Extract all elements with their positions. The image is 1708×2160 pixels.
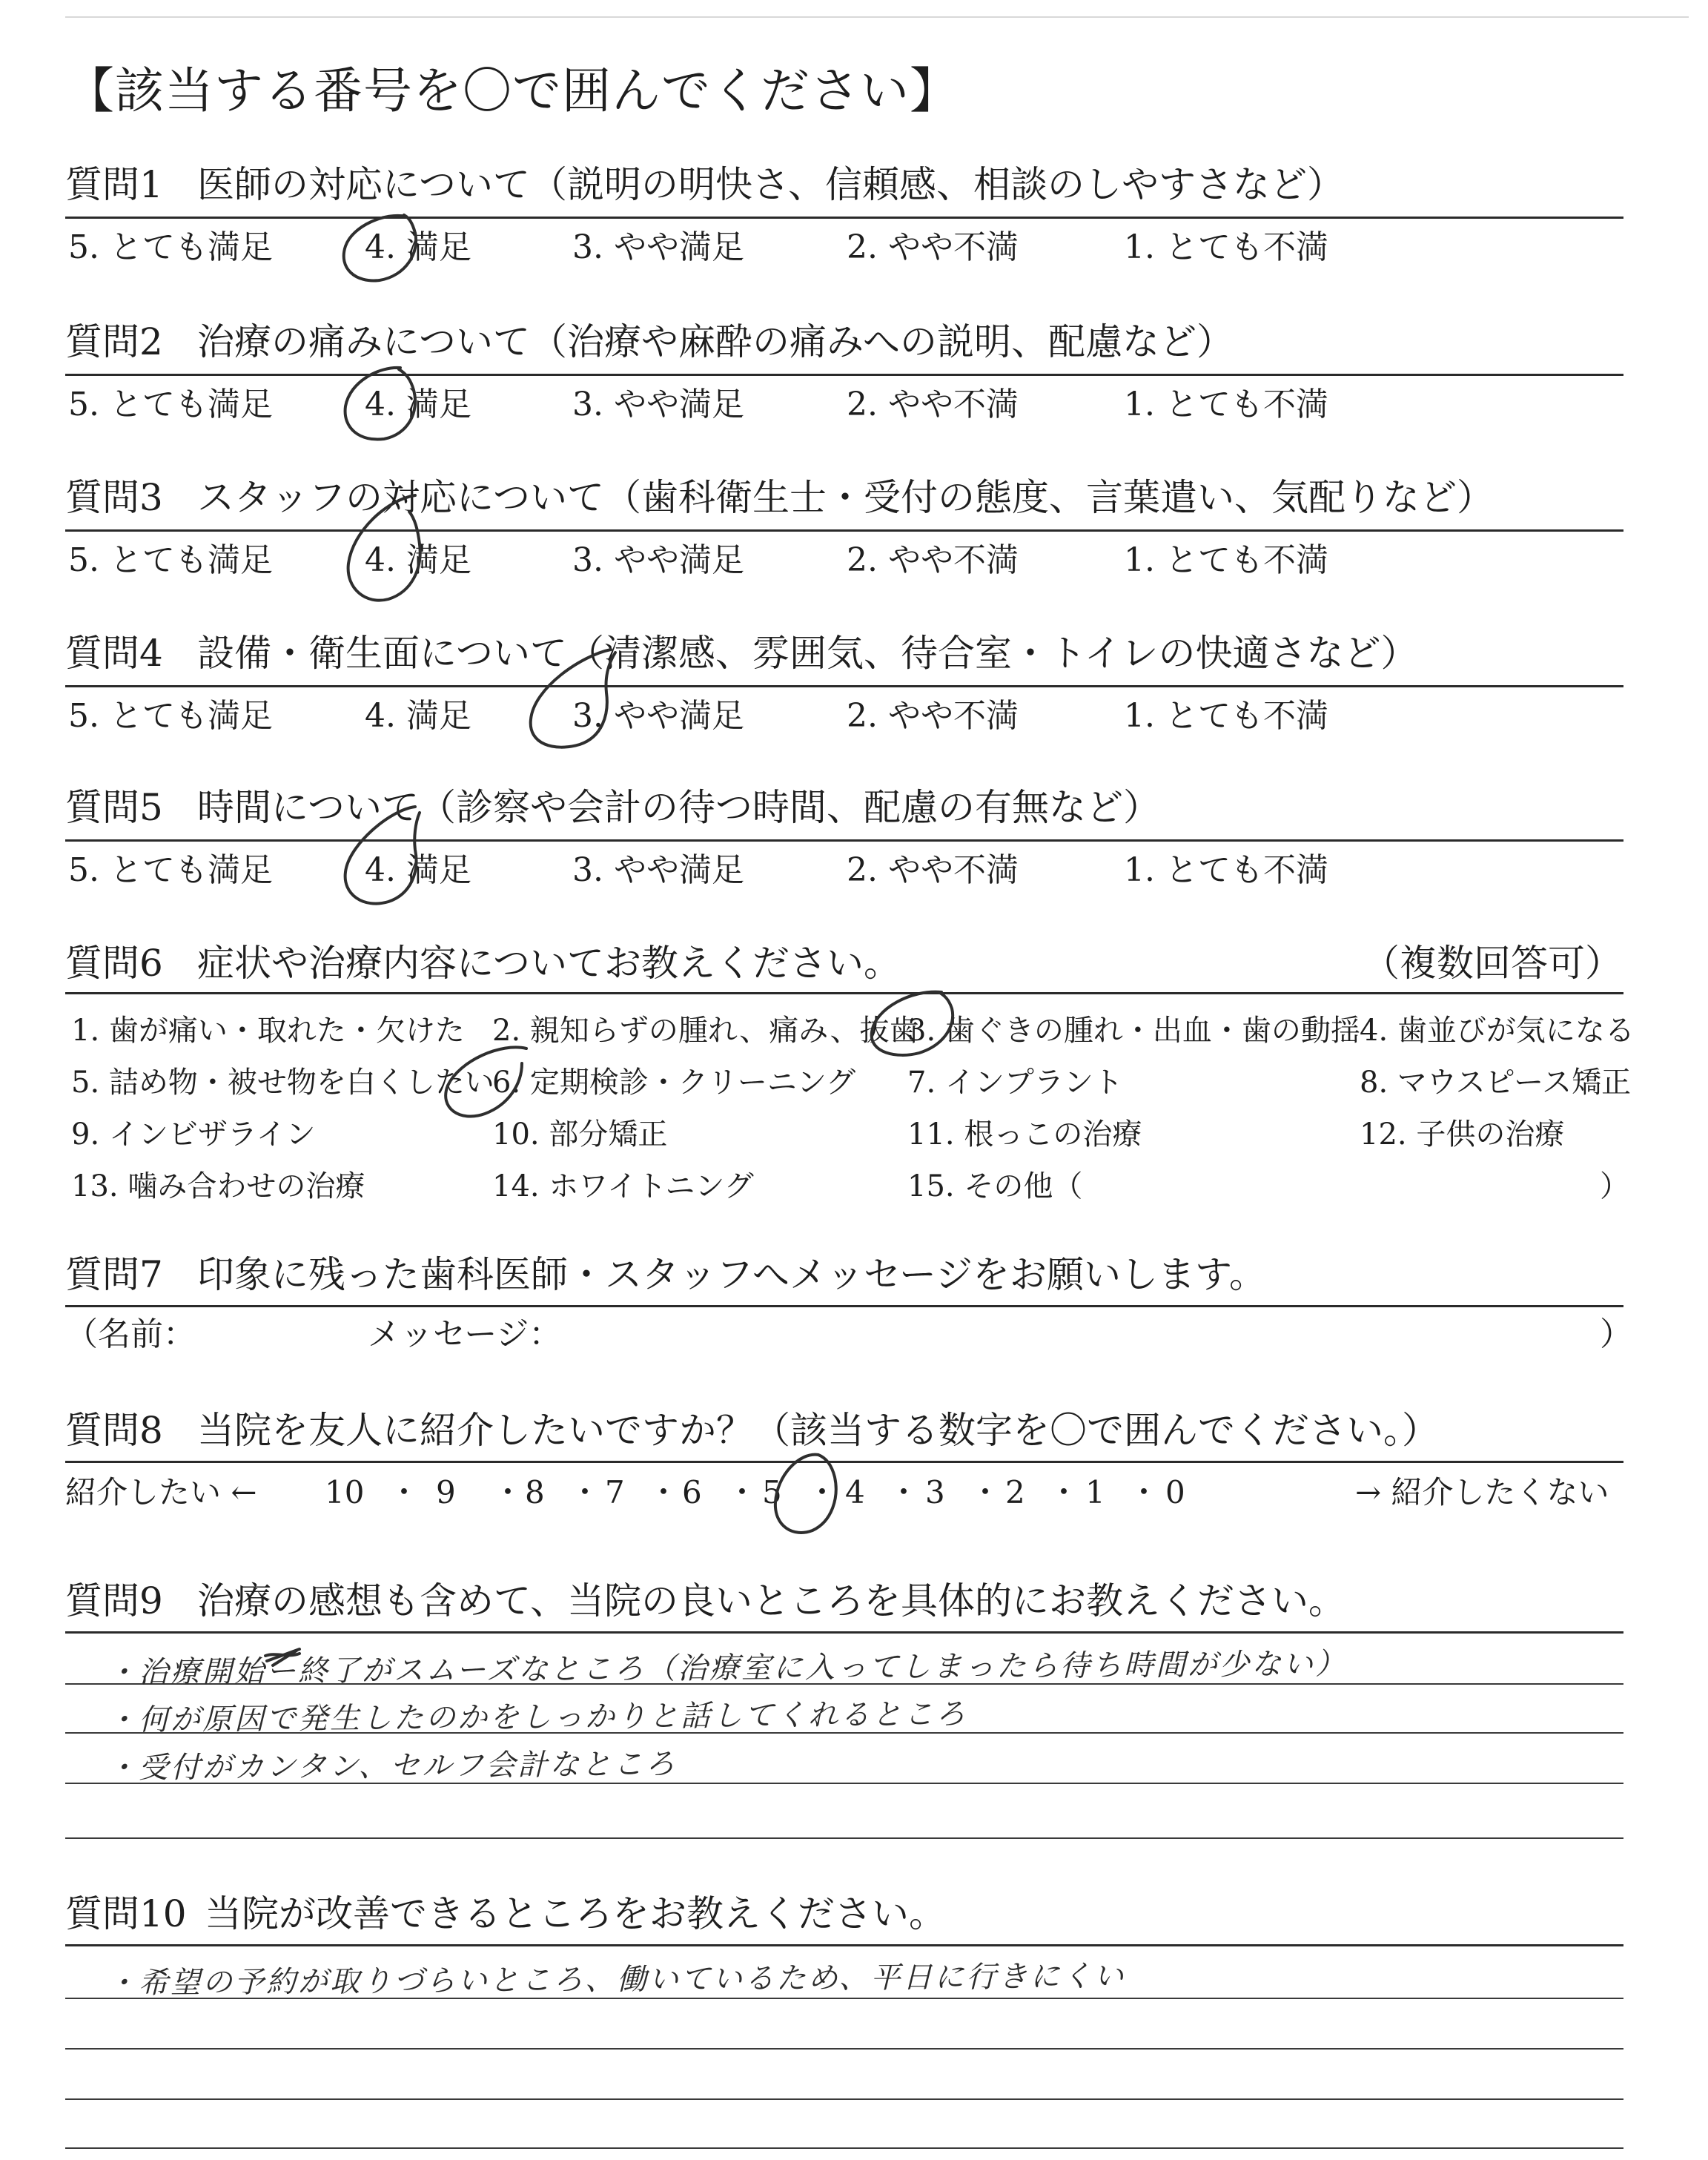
question-5-option-4[interactable]: 4. 満足	[365, 851, 471, 889]
question-1-rule	[65, 217, 1623, 219]
question-10	[65, 1892, 1623, 2147]
question-2-option-1[interactable]: 1. とても不満	[1124, 386, 1328, 423]
question-3-title	[65, 476, 1494, 519]
q6-option-12[interactable]: 12. 子供の治療	[1360, 1117, 1565, 1152]
question-3-number: 質問3	[65, 476, 163, 519]
question-10-rule	[65, 1944, 1623, 1946]
q6-option-5[interactable]: 5. 詰め物・被せ物を白くしたい	[71, 1066, 494, 1100]
question-7-rule	[65, 1305, 1623, 1307]
question-9-answer-line	[65, 1837, 1623, 1839]
question-10-answer-line	[65, 2048, 1623, 2050]
q6-option-8[interactable]: 8. マウスピース矯正	[1360, 1066, 1632, 1100]
question-2-number: 質問2	[65, 320, 163, 363]
q8-dot: ・	[388, 1474, 420, 1510]
question-6-rule	[65, 992, 1623, 994]
question-1-option-2[interactable]: 2. やや不満	[847, 228, 1019, 266]
question-2-title	[65, 320, 1234, 363]
q6-option-4[interactable]: 4. 歯並びが気になる	[1360, 1014, 1635, 1048]
q7-close-paren: ）	[1600, 1315, 1632, 1353]
question-4-option-4[interactable]: 4. 満足	[365, 697, 471, 735]
question-3-rule	[65, 529, 1623, 532]
q8-number-3[interactable]: 3	[925, 1474, 945, 1510]
question-6-number: 質問6	[65, 942, 163, 985]
q6-option-11[interactable]: 11. 根っこの治療	[907, 1117, 1142, 1152]
question-2-scale	[65, 386, 1623, 426]
q8-number-0[interactable]: 0	[1165, 1474, 1185, 1510]
question-3-option-2[interactable]: 2. やや不満	[847, 541, 1019, 579]
q8-number-8[interactable]: 8	[525, 1474, 545, 1510]
question-4-option-5[interactable]: 5. とても満足	[68, 697, 273, 735]
question-9-number: 質問9	[65, 1579, 163, 1622]
question-8-title	[65, 1409, 1439, 1452]
question-10-title	[65, 1892, 946, 1935]
q8-right-label: → 紹介したくない	[1355, 1474, 1609, 1510]
question-5-text: 時間について（診察や会計の待つ時間、配慮の有無など）	[197, 786, 1160, 829]
q6-option-15[interactable]: 15. その他（	[907, 1169, 1083, 1203]
q9-answer-2: ・何が原因で発生したのかをしっかりと話してくれるところ	[106, 1697, 968, 1738]
question-2-option-3[interactable]: 3. やや満足	[572, 386, 744, 423]
q6-option-13[interactable]: 13. 噛み合わせの治療	[71, 1169, 365, 1203]
q8-number-2[interactable]: 2	[1005, 1474, 1025, 1510]
q6-option-2[interactable]: 2. 親知らずの腫れ、痛み、抜歯	[492, 1014, 919, 1048]
question-7-number: 質問7	[65, 1253, 163, 1296]
question-2-option-5[interactable]: 5. とても満足	[68, 386, 273, 423]
page-header: 【該当する番号を〇で囲んでください】	[65, 62, 959, 119]
question-7-text: 印象に残った歯科医師・スタッフへメッセージをお願いします。	[197, 1253, 1266, 1296]
question-4-scale	[65, 697, 1623, 737]
question-5-option-3[interactable]: 3. やや満足	[572, 851, 744, 889]
question-6-title	[65, 942, 1623, 985]
question-4-option-1[interactable]: 1. とても不満	[1124, 697, 1328, 735]
q8-dot: ・	[888, 1474, 920, 1510]
question-1-option-4[interactable]: 4. 満足	[365, 228, 471, 266]
question-4-option-3[interactable]: 3. やや満足	[572, 697, 744, 735]
question-1-title	[65, 163, 1344, 206]
question-8	[65, 1409, 1623, 1530]
q8-dot: ・	[648, 1474, 680, 1510]
question-5-option-2[interactable]: 2. やや不満	[847, 851, 1019, 889]
question-10-text: 当院が改善できるところをお教えください。	[205, 1892, 946, 1935]
question-5-scale	[65, 851, 1623, 891]
question-10-answer-line	[65, 2147, 1623, 2149]
question-5-option-1[interactable]: 1. とても不満	[1124, 851, 1328, 889]
question-9	[65, 1579, 1623, 1849]
question-9-rule	[65, 1631, 1623, 1634]
question-4	[65, 632, 1623, 783]
q8-number-4[interactable]: 4	[845, 1474, 865, 1510]
q6-option-10[interactable]: 10. 部分矯正	[492, 1117, 668, 1152]
question-8-number: 質問8	[65, 1409, 163, 1452]
question-1-option-3[interactable]: 3. やや満足	[572, 228, 744, 266]
q8-dot: ・	[1128, 1474, 1160, 1510]
q7-message-label: メッセージ：	[368, 1315, 562, 1353]
question-3-option-3[interactable]: 3. やや満足	[572, 541, 744, 579]
page-top-edge	[65, 16, 1689, 18]
question-2	[65, 320, 1623, 472]
question-3-option-4[interactable]: 4. 満足	[365, 541, 471, 579]
question-4-number: 質問4	[65, 632, 163, 675]
question-4-option-2[interactable]: 2. やや不満	[847, 697, 1019, 735]
question-9-text: 治療の感想も含めて、当院の良いところを具体的にお教えください。	[197, 1579, 1345, 1622]
q6-option-7[interactable]: 7. インプラント	[907, 1066, 1123, 1100]
q8-number-1[interactable]: 1	[1085, 1474, 1105, 1510]
q8-dot: ・	[807, 1474, 838, 1510]
question-5	[65, 786, 1623, 937]
question-3-scale	[65, 541, 1623, 581]
question-5-title	[65, 786, 1160, 829]
question-4-text: 設備・衛生面について（清潔感、雰囲気、待合室・トイレの快適さなど）	[197, 632, 1418, 675]
q8-number-6[interactable]: 6	[682, 1474, 702, 1510]
q8-number-7[interactable]: 7	[605, 1474, 625, 1510]
q9-answer-1: ・治療開始ー終了がスムーズなところ（治療室に入ってしまったら待ち時間が少ない）	[106, 1647, 1348, 1690]
question-6-text: 症状や治療内容についてお教えください。	[197, 942, 901, 985]
q6-option-15-close: ）	[1600, 1169, 1629, 1203]
q9-answer-3: ・受付がカンタン、セルフ会計なところ	[106, 1747, 678, 1786]
q8-dot: ・	[726, 1474, 758, 1510]
question-8-text: 当院を友人に紹介したいですか？（該当する数字を〇で囲んでください。）	[197, 1409, 1439, 1452]
question-6-note: （複数回答可）	[1363, 942, 1622, 985]
question-1-scale	[65, 228, 1623, 268]
q6-option-3[interactable]: 3. 歯ぐきの腫れ・出血・歯の動揺	[907, 1014, 1360, 1048]
question-7	[65, 1253, 1632, 1360]
question-3	[65, 476, 1623, 627]
q8-number-10[interactable]: 10	[325, 1474, 365, 1510]
q8-number-9[interactable]: 9	[436, 1474, 456, 1510]
q8-dot: ・	[492, 1474, 524, 1510]
question-2-option-4[interactable]: 4. 満足	[365, 386, 471, 423]
question-5-number: 質問5	[65, 786, 163, 829]
question-5-rule	[65, 839, 1623, 842]
question-3-text: スタッフの対応について（歯科衛生士・受付の態度、言葉遣い、気配りなど）	[197, 476, 1494, 519]
q6-option-1[interactable]: 1. 歯が痛い・取れた・欠けた	[71, 1014, 465, 1048]
question-1-number: 質問1	[65, 163, 163, 206]
question-1-text: 医師の対応について（説明の明快さ、信頼感、相談のしやすさなど）	[197, 163, 1344, 206]
q10-answer-1: ・希望の予約が取りづらいところ、働いているため、平日に行きにくい	[106, 1959, 1126, 2001]
question-10-answer-line	[65, 2098, 1623, 2100]
question-2-text: 治療の痛みについて（治療や麻酔の痛みへの説明、配慮など）	[197, 320, 1234, 363]
q8-dot: ・	[970, 1474, 1002, 1510]
question-3-option-1[interactable]: 1. とても不満	[1124, 541, 1328, 579]
q8-number-5[interactable]: 5	[762, 1474, 782, 1510]
question-6	[65, 942, 1635, 1212]
question-1-option-1[interactable]: 1. とても不満	[1124, 228, 1328, 266]
question-1-option-5[interactable]: 5. とても満足	[68, 228, 273, 266]
q8-left-label: 紹介したい ←	[65, 1474, 257, 1510]
q6-option-14[interactable]: 14. ホワイトニング	[492, 1169, 754, 1203]
question-10-number: 質問10	[65, 1892, 187, 1935]
question-4-title	[65, 632, 1418, 675]
q7-name-label: （名前：	[65, 1315, 196, 1353]
question-3-option-5[interactable]: 5. とても満足	[68, 541, 273, 579]
question-8-rule	[65, 1461, 1623, 1463]
q6-option-6[interactable]: 6. 定期検診・クリーニング	[492, 1066, 856, 1100]
question-9-title	[65, 1579, 1345, 1622]
question-2-rule	[65, 374, 1623, 376]
question-2-option-2[interactable]: 2. やや不満	[847, 386, 1019, 423]
question-7-title	[65, 1253, 1266, 1296]
q8-dot: ・	[569, 1474, 601, 1510]
question-4-rule	[65, 685, 1623, 687]
q8-dot: ・	[1048, 1474, 1080, 1510]
q6-option-9[interactable]: 9. インビザライン	[71, 1117, 316, 1152]
question-5-option-5[interactable]: 5. とても満足	[68, 851, 273, 889]
